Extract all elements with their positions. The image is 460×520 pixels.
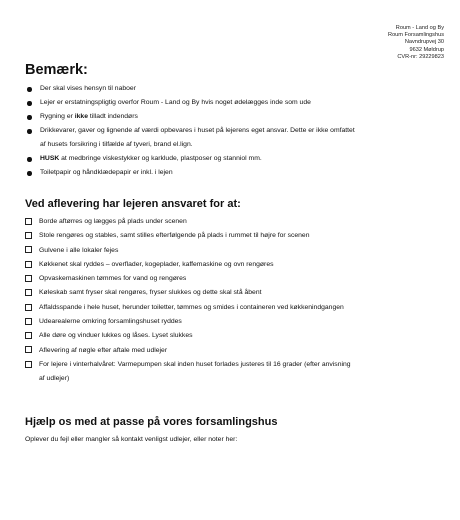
- list-item: [25, 166, 443, 180]
- list-item-text-post: tilladt indendørs: [88, 113, 138, 120]
- bullet-icon: [27, 115, 32, 120]
- checklist-item: [25, 258, 443, 272]
- bullet-icon: [27, 101, 32, 106]
- list-item-text: Der skal vises hensyn til naboer: [40, 85, 136, 92]
- list-item-text: Drikkevarer, gaver og lignende af værdi opbevares i huset på lejerens eget ansvar. Dette er ikke omfattet: [40, 127, 355, 134]
- address-line: Roum Forsamlingshus: [388, 32, 444, 39]
- list-item-continuation: af husets forsikring i tilfælde af tyveri, brand el.lign.: [40, 141, 193, 148]
- checkbox[interactable]: [25, 318, 32, 325]
- checklist-item-text: Køleskab samt fryser skal rengøres, fryser slukkes og dette skal stå åbent: [39, 289, 262, 297]
- hjaelp-intro: Oplever du fejl eller mangler så kontakt venligst udlejer, eller noter her:: [25, 435, 238, 443]
- checklist-item-text: Alle døre og vinduer lukkes og låses. Lyset slukkes: [39, 332, 193, 340]
- list-item-emphasis: ikke: [74, 113, 88, 120]
- checklist-item-text: Stole rengøres og stables, samt stilles efterfølgende på plads i rummet til højre for scenen: [39, 232, 310, 240]
- checklist-item: [25, 315, 443, 329]
- checkbox[interactable]: [25, 346, 32, 353]
- checkbox[interactable]: [25, 275, 32, 282]
- checklist-item-text: Køkkenet skal ryddes – overflader, kogeplader, kaffemaskine og ovn rengøres: [39, 260, 274, 268]
- checklist-item: [25, 358, 443, 387]
- checklist-item-text: Borde aftørres og lægges på plads under scenen: [39, 218, 187, 225]
- checklist-item: [25, 286, 443, 300]
- checklist-item-text: Udearealerne omkring forsamlingshuset ryddes: [39, 318, 182, 326]
- list-item: [25, 152, 443, 166]
- address-block: [388, 25, 444, 61]
- checklist-item: [25, 244, 443, 258]
- list-item-text-pre: Rygning er: [40, 113, 75, 120]
- bullet-icon: [27, 129, 32, 134]
- address-line: CVR-nr: 29229823: [397, 53, 444, 60]
- list-item-text: Toiletpapir og håndklædepapir er inkl. i lejen: [40, 169, 173, 176]
- list-item: [25, 96, 443, 110]
- bemaerk-heading: Bemærk:: [25, 62, 88, 78]
- checklist-item: [25, 272, 443, 286]
- checklist-item-continuation: af udlejer): [39, 375, 70, 383]
- checkbox[interactable]: [25, 232, 32, 239]
- list-item-emphasis: HUSK: [40, 155, 60, 162]
- checkbox[interactable]: [25, 304, 32, 311]
- checkbox[interactable]: [25, 246, 32, 253]
- checkbox[interactable]: [25, 218, 32, 225]
- bemaerk-list: [25, 82, 443, 180]
- list-item-text-post: at medbringe viskestykker og karklude, plastposer og stanniol mm.: [59, 155, 262, 162]
- checklist-item-text: Gulvene i alle lokaler fejes: [39, 246, 119, 254]
- checklist-item: [25, 344, 443, 358]
- aflevering-checklist: [25, 215, 443, 387]
- address-line: 9632 Møldrup: [409, 46, 444, 53]
- list-item: [25, 82, 443, 96]
- checkbox[interactable]: [25, 332, 32, 339]
- checklist-item: [25, 301, 443, 315]
- checklist-item: [25, 229, 443, 243]
- bullet-icon: [27, 171, 32, 176]
- bullet-icon: [27, 87, 32, 92]
- document-body: [25, 62, 443, 445]
- list-item: [25, 110, 443, 124]
- bullet-icon: [27, 157, 32, 162]
- checklist-item-text: Aflevering af nøgle efter aftale med udlejer: [39, 346, 168, 354]
- checklist-item-text: For lejere i vinterhalvåret: Varmepumpen skal inden huset forlades justeres til 16 grader (efter anvisning: [39, 360, 351, 368]
- checkbox[interactable]: [25, 261, 32, 268]
- list-item-text: Lejer er erstatningspligtig overfor Roum - Land og By hvis noget ødelægges inde som ude: [40, 99, 311, 106]
- checkbox[interactable]: [25, 289, 32, 296]
- checklist-item-text: Opvaskemaskinen tømmes for vand og rengøres: [39, 275, 187, 283]
- aflevering-heading: Ved aflevering har lejeren ansvaret for at:: [25, 198, 241, 210]
- checkbox[interactable]: [25, 361, 32, 368]
- checklist-item-text: Affaldsspande i hele huset, herunder toiletter, tømmes og smides i containeren ved køkkenindgangen: [39, 303, 344, 311]
- checklist-item: [25, 215, 443, 229]
- checklist-item: [25, 329, 443, 343]
- address-line: Navndrupvej 30: [404, 39, 444, 46]
- hjaelp-heading: Hjælp os med at passe på vores forsamlingshus: [25, 415, 278, 428]
- address-line: Roum - Land og By: [395, 25, 444, 31]
- list-item: [25, 124, 443, 152]
